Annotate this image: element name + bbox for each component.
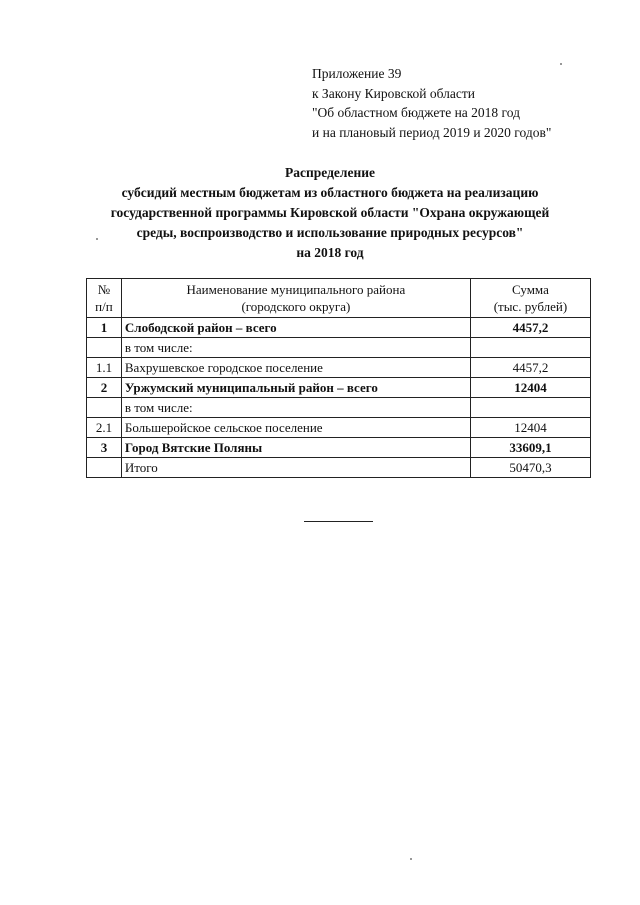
- table-row-total: [87, 458, 591, 478]
- header-sum-line2: (тыс. рублей): [493, 299, 568, 314]
- header-number-line2: п/п: [95, 299, 113, 314]
- document-title: [60, 163, 600, 263]
- annex-line: к Закону Кировской области: [312, 85, 476, 101]
- row-number: 2: [87, 378, 122, 398]
- row-number: [87, 338, 122, 358]
- row-name: в том числе:: [121, 398, 470, 418]
- title-line: государственной программы Кировской области "Охрана окружающей: [110, 205, 550, 220]
- scan-speck: [96, 238, 98, 240]
- header-number-line1: №: [97, 282, 111, 297]
- row-name: Вахрушевское городское поселение: [121, 358, 470, 378]
- table-row: [87, 358, 591, 378]
- header-name: [121, 279, 470, 318]
- title-line: субсидий местным бюджетам из областного бюджета на реализацию: [121, 185, 539, 200]
- row-name: Большеройское сельское поселение: [121, 418, 470, 438]
- annex-line: и на плановый период 2019 и 2020 годов": [312, 124, 552, 140]
- header-name-line2: (городского округа): [241, 299, 351, 314]
- scan-speck: [410, 858, 412, 860]
- subsidy-table: [86, 278, 591, 478]
- table-row: [87, 338, 591, 358]
- row-sum: 12404: [470, 378, 590, 398]
- table-header-row: [87, 279, 591, 318]
- end-of-document-rule: [304, 521, 373, 522]
- row-number: 1: [87, 318, 122, 338]
- row-number: 2.1: [87, 418, 122, 438]
- table-row: [87, 438, 591, 458]
- row-sum: 4457,2: [470, 318, 590, 338]
- row-sum: 4457,2: [470, 358, 590, 378]
- row-sum: 33609,1: [470, 438, 590, 458]
- row-number: 1.1: [87, 358, 122, 378]
- row-sum: 12404: [470, 418, 590, 438]
- header-sum-line1: Сумма: [512, 282, 549, 297]
- row-name: Город Вятские Поляны: [121, 438, 470, 458]
- title-line: на 2018 год: [296, 245, 364, 260]
- scan-speck: [560, 63, 562, 65]
- annex-header: [312, 64, 551, 142]
- title-line: Распределение: [284, 165, 376, 180]
- table-row: [87, 378, 591, 398]
- header-number: [87, 279, 122, 318]
- row-name: Уржумский муниципальный район – всего: [121, 378, 470, 398]
- row-sum: 50470,3: [470, 458, 590, 478]
- row-name: Слободской район – всего: [121, 318, 470, 338]
- row-number: 3: [87, 438, 122, 458]
- row-sum: [470, 398, 590, 418]
- table-row: [87, 418, 591, 438]
- title-line: среды, воспроизводство и использование природных ресурсов": [136, 225, 524, 240]
- row-number: [87, 398, 122, 418]
- annex-line: Приложение 39: [312, 66, 402, 81]
- header-sum: [470, 279, 590, 318]
- row-sum: [470, 338, 590, 358]
- row-name: Итого: [121, 458, 470, 478]
- table-row: [87, 398, 591, 418]
- table-row: [87, 318, 591, 338]
- header-name-line1: Наименование муниципального района: [186, 282, 406, 297]
- annex-line: "Об областном бюджете на 2018 год: [312, 105, 520, 120]
- row-name: в том числе:: [121, 338, 470, 358]
- row-number: [87, 458, 122, 478]
